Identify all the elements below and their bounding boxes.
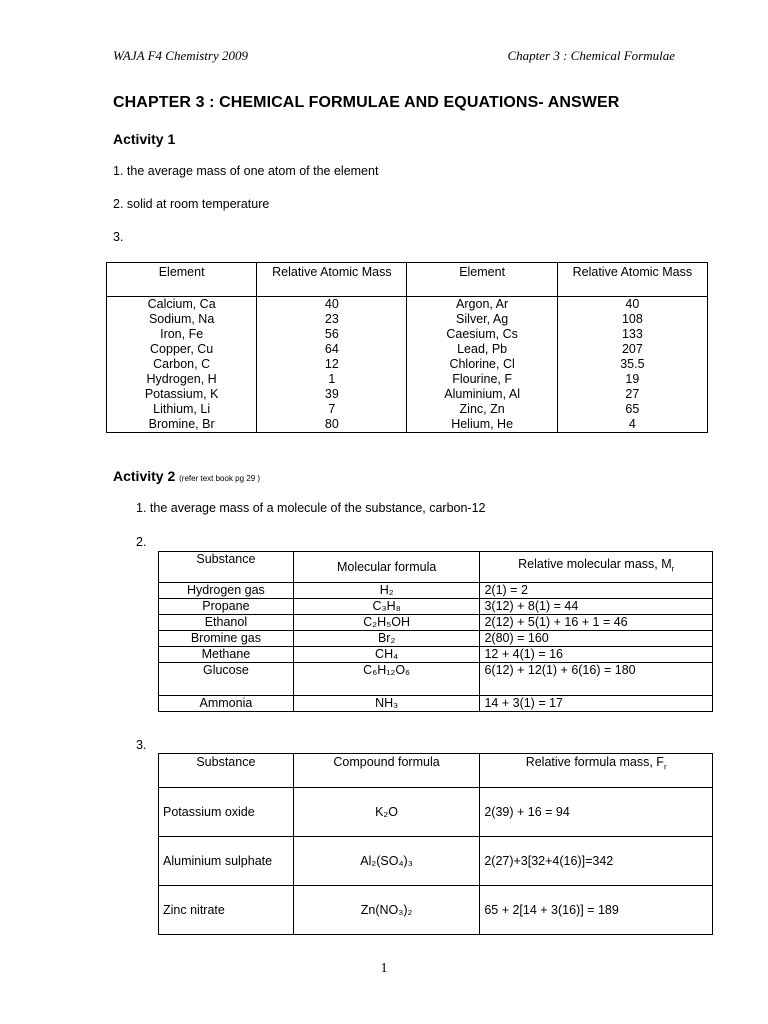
element-cell: Flourine, F	[407, 372, 557, 387]
table-header-row	[159, 754, 713, 788]
table-row	[159, 788, 713, 837]
atomic-mass-cell: 12	[257, 357, 407, 372]
column-header: Element	[107, 263, 257, 297]
page-title: CHAPTER 3 : CHEMICAL FORMULAE AND EQUATIONS- ANSWER	[113, 94, 620, 111]
molecular-mass-cell: 12 + 4(1) = 16	[480, 647, 713, 663]
header-right: Chapter 3 : Chemical Formulae	[507, 48, 675, 63]
table-header-row	[107, 263, 708, 297]
activity2-note: (refer text book pg 29 )	[179, 474, 261, 483]
atomic-mass-cell: 64	[257, 342, 407, 357]
activity1-q3: 3.	[113, 230, 124, 244]
element-cell: Iron, Fe	[107, 327, 257, 342]
activity1-heading: Activity 1	[113, 131, 176, 147]
column-header: Relative Atomic Mass	[557, 263, 707, 297]
formula-cell: K₂O	[293, 788, 480, 837]
element-cell: Potassium, K	[107, 387, 257, 402]
element-cell: Helium, He	[407, 417, 557, 433]
formula-cell: H₂	[293, 583, 480, 599]
element-cell: Argon, Ar	[407, 297, 557, 313]
atomic-mass-cell: 80	[257, 417, 407, 433]
table-row	[107, 327, 708, 342]
formula-cell: C₆H₁₂O₆	[293, 663, 480, 696]
table-row	[107, 357, 708, 372]
molecular-mass-cell: 2(80) = 160	[480, 631, 713, 647]
column-header: Relative formula mass, $F_r$	[480, 754, 713, 788]
element-cell: Carbon, C	[107, 357, 257, 372]
column-header: Compound formula	[293, 754, 480, 788]
column-header: Substance	[159, 552, 294, 583]
table-header-row	[159, 552, 713, 583]
substance-cell: Hydrogen gas	[159, 583, 294, 599]
column-header: Element	[407, 263, 557, 297]
table-row	[159, 615, 713, 631]
element-cell: Bromine, Br	[107, 417, 257, 433]
atomic-mass-cell: 39	[257, 387, 407, 402]
element-cell: Silver, Ag	[407, 312, 557, 327]
substance-cell: Potassium oxide	[159, 788, 294, 837]
column-header: Relative molecular mass, $M_r$	[480, 552, 713, 583]
table-row	[159, 647, 713, 663]
element-cell: Caesium, Cs	[407, 327, 557, 342]
atomic-mass-cell: 40	[557, 297, 707, 313]
molecular-mass-cell: 14 + 3(1) = 17	[480, 696, 713, 712]
table-row	[107, 297, 708, 313]
column-header: Relative Atomic Mass	[257, 263, 407, 297]
atomic-mass-cell: 207	[557, 342, 707, 357]
element-cell: Copper, Cu	[107, 342, 257, 357]
activity2-heading: Activity 2	[113, 468, 176, 484]
activity1-q1: 1. the average mass of one atom of the element	[113, 164, 379, 178]
page-number: 1	[380, 961, 388, 976]
element-cell: Hydrogen, H	[107, 372, 257, 387]
relative-formula-mass-table	[158, 753, 713, 935]
formula-cell: C₂H₅OH	[293, 615, 480, 631]
substance-cell: Aluminium sulphate	[159, 837, 294, 886]
table-row	[159, 837, 713, 886]
table-row	[159, 696, 713, 712]
atomic-mass-cell: 19	[557, 372, 707, 387]
activity2-q3: 3.	[136, 738, 147, 752]
table-row	[107, 342, 708, 357]
table-row	[159, 631, 713, 647]
molecular-mass-cell: 2(12) + 5(1) + 16 + 1 = 46	[480, 615, 713, 631]
table-row	[107, 417, 708, 433]
atomic-mass-cell: 23	[257, 312, 407, 327]
substance-cell: Zinc nitrate	[159, 886, 294, 935]
element-cell: Zinc, Zn	[407, 402, 557, 417]
formula-cell: NH₃	[293, 696, 480, 712]
atomic-mass-cell: 1	[257, 372, 407, 387]
molecular-mass-cell: 3(12) + 8(1) = 44	[480, 599, 713, 615]
header-subscript: r	[671, 564, 675, 574]
atomic-mass-cell: 27	[557, 387, 707, 402]
table-row	[159, 886, 713, 935]
table-row	[159, 583, 713, 599]
substance-cell: Ethanol	[159, 615, 294, 631]
substance-cell: Glucose	[159, 663, 294, 696]
formula-cell: Br₂	[293, 631, 480, 647]
table-row	[159, 599, 713, 615]
atomic-mass-cell: 65	[557, 402, 707, 417]
substance-cell: Bromine gas	[159, 631, 294, 647]
table-row	[107, 387, 708, 402]
formula-cell: Zn(NO₃)₂	[293, 886, 480, 935]
atomic-mass-cell: 108	[557, 312, 707, 327]
atomic-mass-cell: 133	[557, 327, 707, 342]
element-cell: Lead, Pb	[407, 342, 557, 357]
element-cell: Aluminium, Al	[407, 387, 557, 402]
column-header: Molecular formula	[293, 552, 480, 583]
molecular-mass-cell: 2(1) = 2	[480, 583, 713, 599]
substance-cell: Methane	[159, 647, 294, 663]
atomic-mass-cell: 56	[257, 327, 407, 342]
element-cell: Calcium, Ca	[107, 297, 257, 313]
atomic-mass-cell: 7	[257, 402, 407, 417]
formula-mass-cell: 2(27)+3[32+4(16)]=342	[480, 837, 713, 886]
relative-molecular-mass-table	[158, 551, 713, 712]
substance-cell: Propane	[159, 599, 294, 615]
table-row	[107, 372, 708, 387]
table-row	[107, 312, 708, 327]
activity2-heading-line	[113, 468, 260, 484]
relative-atomic-mass-table	[106, 262, 708, 433]
activity2-q2: 2.	[136, 535, 147, 549]
formula-cell: Al₂(SO₄)₃	[293, 837, 480, 886]
column-header: Substance	[159, 754, 294, 788]
header-left: WAJA F4 Chemistry 2009	[113, 48, 248, 63]
activity1-q2: 2. solid at room temperature	[113, 197, 270, 211]
activity2-q1: 1. the average mass of a molecule of the substance, carbon-12	[136, 501, 486, 515]
atomic-mass-cell: 40	[257, 297, 407, 313]
formula-cell: C₃H₈	[293, 599, 480, 615]
formula-cell: CH₄	[293, 647, 480, 663]
element-cell: Sodium, Na	[107, 312, 257, 327]
header-subscript: r	[663, 762, 667, 772]
element-cell: Chlorine, Cl	[407, 357, 557, 372]
substance-cell: Ammonia	[159, 696, 294, 712]
table-row	[107, 402, 708, 417]
table-row	[159, 663, 713, 696]
atomic-mass-cell: 4	[557, 417, 707, 433]
formula-mass-cell: 65 + 2[14 + 3(16)] = 189	[480, 886, 713, 935]
molecular-mass-cell: 6(12) + 12(1) + 6(16) = 180	[480, 663, 713, 696]
formula-mass-cell: 2(39) + 16 = 94	[480, 788, 713, 837]
element-cell: Lithium, Li	[107, 402, 257, 417]
atomic-mass-cell: 35.5	[557, 357, 707, 372]
